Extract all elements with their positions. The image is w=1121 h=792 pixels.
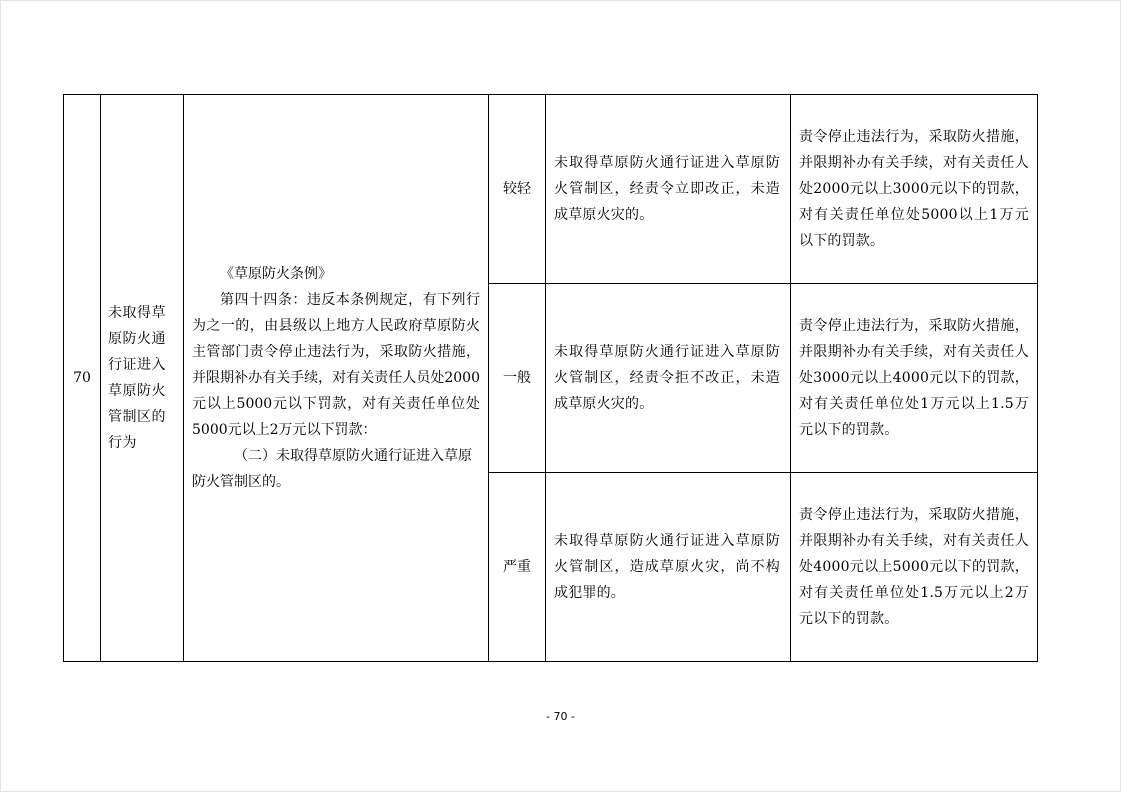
level-label: 一般 [503,370,531,386]
penalty-standards-table [63,94,1038,662]
row-number-cell [64,95,101,662]
legal-basis-article: 第四十四条：违反本条例规定，有下列行为之一的，由县级以上地方人民政府草原防火主管部门责令停止违法行为，采取防火措施，并限期补办有关手续，对有关责任人员处2000元以上5000元以下罚款，对有关责任单位处5000元以上2万元以下罚款： [192,292,480,438]
legal-basis-item: （二）未取得草原防火通行证进入草原防火管制区的。 [192,448,472,490]
level-cell [489,473,546,662]
page-number: - 70 - [546,710,575,723]
circumstance-cell [546,473,791,662]
legal-basis-title: 《草原防火条例》 [220,266,332,282]
table-row [64,95,1038,284]
level-label: 严重 [503,559,531,575]
penalty-cell [791,95,1038,284]
circumstance-text: 未取得草原防火通行证进入草原防火管制区，经责令拒不改正，未造成草原火灾的。 [554,344,780,412]
circumstance-cell [546,284,791,473]
level-cell [489,95,546,284]
penalty-cell [791,284,1038,473]
circumstance-text: 未取得草原防火通行证进入草原防火管制区，经责令立即改正，未造成草原火灾的。 [554,155,780,223]
circumstance-cell [546,95,791,284]
level-label: 较轻 [503,181,531,197]
row-number: 70 [73,370,91,386]
penalty-text: 责令停止违法行为，采取防火措施，并限期补办有关手续，对有关责任人处3000元以上4000元以下的罚款，对有关责任单位处1万元以上1.5万元以下的罚款。 [799,318,1029,438]
penalty-text: 责令停止违法行为，采取防火措施，并限期补办有关手续，对有关责任人处4000元以上5000元以下的罚款，对有关责任单位处1.5万元以上2万元以下的罚款。 [799,507,1029,627]
penalty-text: 责令停止违法行为，采取防火措施，并限期补办有关手续，对有关责任人处2000元以上3000元以下的罚款，对有关责任单位处5000以上1万元以下的罚款。 [799,129,1029,249]
circumstance-text: 未取得草原防火通行证进入草原防火管制区，造成草原火灾，尚不构成犯罪的。 [554,533,780,601]
illegal-act-cell [101,95,184,662]
level-cell [489,284,546,473]
penalty-cell [791,473,1038,662]
illegal-act-text: 未取得草原防火通行证进入草原防火管制区的行为 [108,305,166,451]
legal-basis-cell [184,95,489,662]
